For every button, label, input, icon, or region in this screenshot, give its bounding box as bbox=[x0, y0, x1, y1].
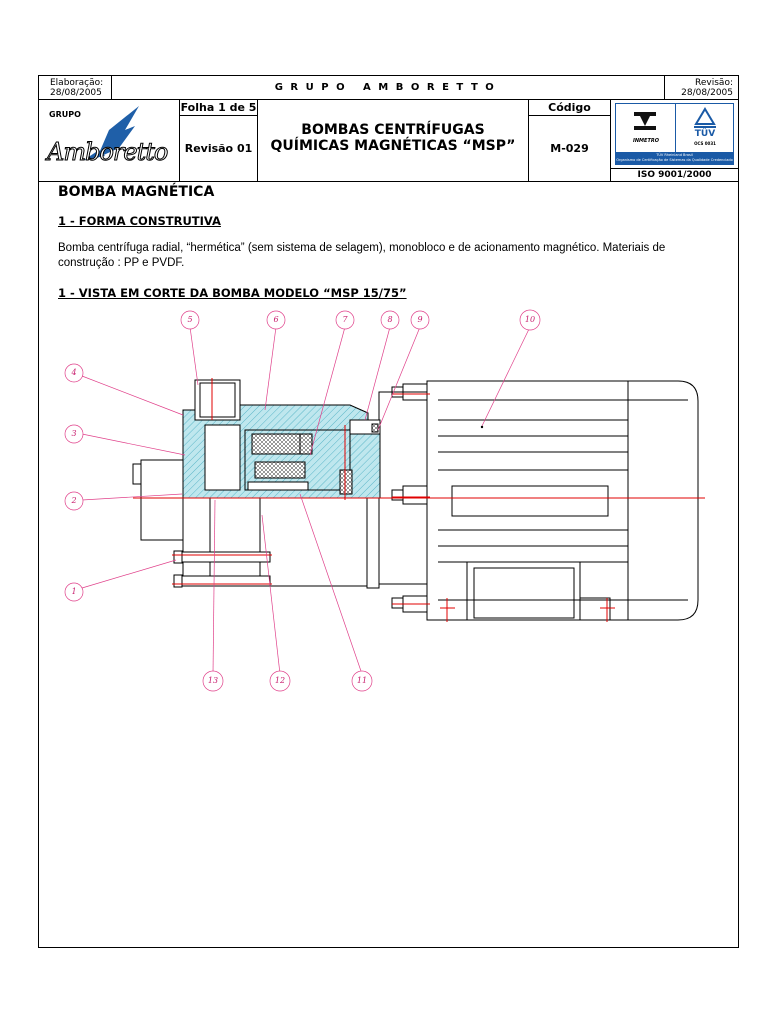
tuv-sub: OCS 0031 bbox=[694, 141, 716, 146]
motor-body bbox=[367, 381, 698, 620]
callout-3: 3 bbox=[71, 429, 77, 438]
tuv-label: TÜV bbox=[694, 129, 716, 139]
elaboracao-label: Elaboração: bbox=[50, 78, 104, 88]
codigo-value: M-029 bbox=[529, 116, 611, 182]
callout-5: 5 bbox=[187, 315, 193, 324]
doc-title: BOMBA MAGNÉTICA bbox=[58, 184, 215, 200]
revisao-label: Revisão: bbox=[695, 78, 733, 88]
group-band: GRUPO AMBORETTO bbox=[112, 76, 665, 100]
section-1-text: Bomba centrífuga radial, “hermética” (sem sistema de selagem), monobloco e de acionamento magnético. Materiais de construção : PP e PVDF. bbox=[58, 242, 666, 269]
inmetro-label: INMETRO bbox=[633, 138, 659, 144]
callout-6: 6 bbox=[273, 315, 279, 324]
callout-4: 4 bbox=[71, 368, 77, 377]
logo-group-label: GRUPO bbox=[49, 110, 81, 119]
callout-7: 7 bbox=[342, 315, 348, 324]
tuv-caption-line-2: Organismo de Certificação de Sistemas da Qualidade Credenciado bbox=[616, 158, 733, 162]
logo-script: Amboretto bbox=[47, 138, 168, 166]
elaboracao-date: 28/08/2005 bbox=[50, 88, 102, 98]
callout-10: 10 bbox=[524, 315, 536, 324]
iso-label: ISO 9001/2000 bbox=[611, 168, 738, 181]
revisao-number: Revisão 01 bbox=[180, 116, 258, 182]
codigo-label: Código bbox=[529, 100, 611, 116]
title-line-1: BOMBAS CENTRÍFUGAS bbox=[301, 122, 485, 138]
section-2-title: 1 - VISTA EM CORTE DA BOMBA MODELO “MSP 15/75” bbox=[58, 286, 407, 300]
callout-8: 8 bbox=[387, 315, 393, 324]
section-1-title: 1 - FORMA CONSTRUTIVA bbox=[58, 214, 221, 228]
revisao-date: 28/08/2005 bbox=[681, 88, 733, 98]
tuv-caption-line-1: TÜV Rheinland Brasil bbox=[656, 153, 693, 157]
motor-center-point bbox=[481, 426, 483, 428]
folha-label: Folha 1 de 5 bbox=[180, 101, 257, 114]
callout-9: 9 bbox=[417, 315, 423, 324]
callout-11: 11 bbox=[356, 676, 368, 685]
callout-13: 13 bbox=[207, 676, 219, 685]
callout-1: 1 bbox=[71, 587, 77, 596]
callout-2: 2 bbox=[71, 496, 77, 505]
pump-body bbox=[133, 380, 380, 587]
callout-12: 12 bbox=[274, 676, 286, 685]
title-line-2: QUÍMICAS MAGNÉTICAS “MSP” bbox=[270, 138, 516, 154]
